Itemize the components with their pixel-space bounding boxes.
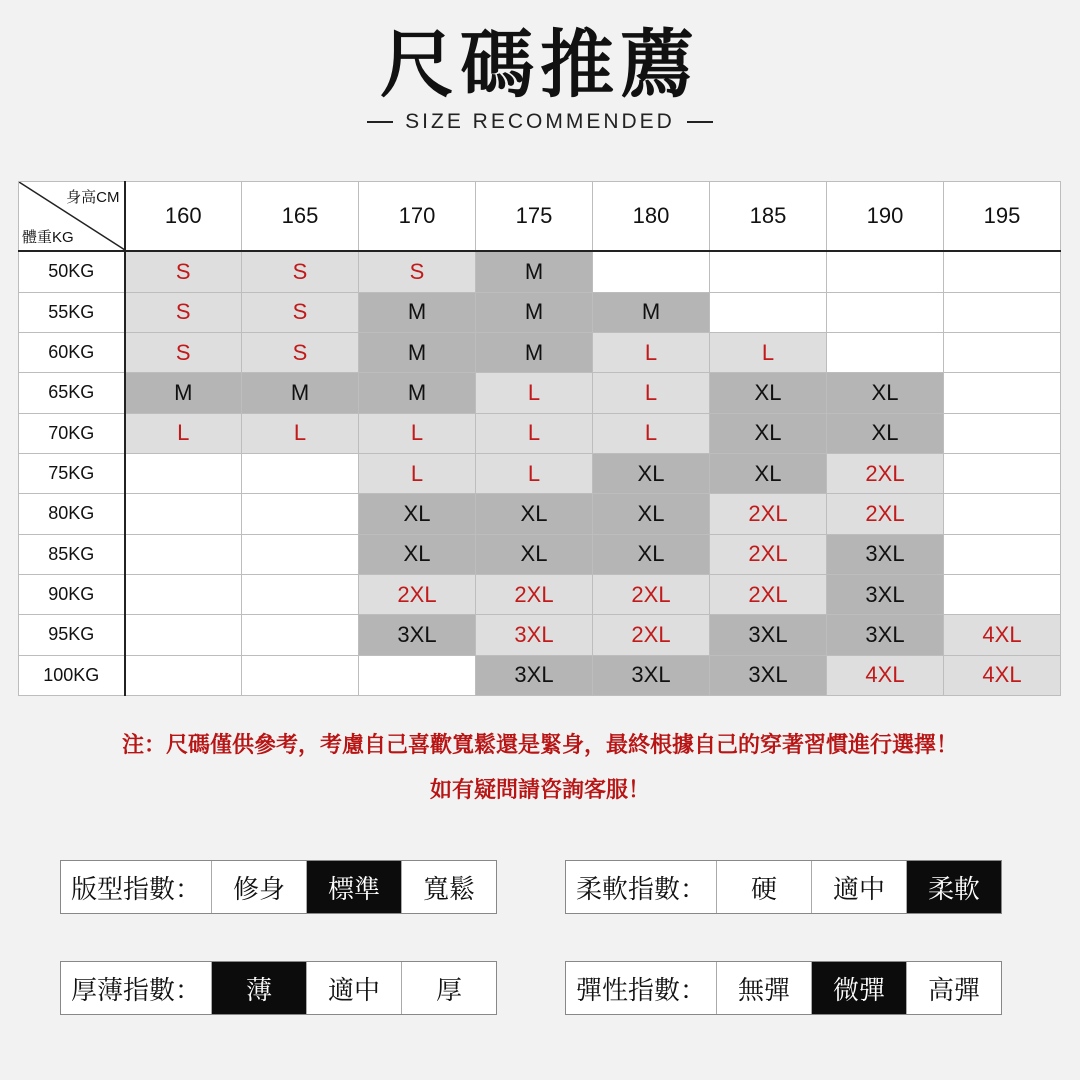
size-cell — [593, 251, 710, 292]
size-cell: L — [359, 413, 476, 453]
softness-index-label: 柔軟指數： — [566, 861, 717, 913]
size-cell: XL — [710, 373, 827, 413]
fit-index-label: 版型指數： — [61, 861, 212, 913]
size-cell: XL — [710, 413, 827, 453]
weight-label: 70KG — [19, 413, 125, 453]
size-cell: 2XL — [710, 494, 827, 534]
size-cell: M — [359, 332, 476, 372]
size-cell — [944, 534, 1061, 574]
elasticity-option: 微彈 — [812, 962, 907, 1014]
table-row — [19, 494, 1061, 534]
fit-index — [60, 860, 497, 914]
size-cell — [242, 574, 359, 614]
size-cell: 3XL — [710, 655, 827, 695]
table-row — [19, 373, 1061, 413]
height-header: 185 — [710, 182, 827, 252]
size-cell — [242, 453, 359, 493]
size-cell: S — [125, 332, 242, 372]
size-cell: M — [476, 332, 593, 372]
elasticity-option: 高彈 — [927, 975, 980, 1006]
size-cell: XL — [827, 413, 944, 453]
size-cell: S — [242, 251, 359, 292]
size-cell: L — [476, 373, 593, 413]
size-cell: XL — [710, 453, 827, 493]
table-row — [19, 534, 1061, 574]
dash-left — [367, 121, 393, 123]
size-cell: S — [125, 251, 242, 292]
table-row — [19, 574, 1061, 614]
table-row — [19, 251, 1061, 292]
weight-axis-label: 體重KG — [22, 229, 74, 246]
size-cell: L — [125, 413, 242, 453]
softness-index — [565, 860, 1002, 914]
size-cell: M — [242, 373, 359, 413]
header-row — [19, 182, 1061, 252]
size-cell — [242, 655, 359, 695]
elasticity-index — [565, 961, 1002, 1015]
size-cell: XL — [593, 494, 710, 534]
size-cell — [944, 292, 1061, 332]
size-cell: 3XL — [359, 615, 476, 655]
size-cell: 2XL — [593, 574, 710, 614]
size-cell: L — [242, 413, 359, 453]
height-header: 170 — [359, 182, 476, 252]
size-cell: XL — [593, 453, 710, 493]
size-cell: 3XL — [593, 655, 710, 695]
size-cell: 3XL — [476, 655, 593, 695]
thickness-index — [60, 961, 497, 1015]
size-cell: 3XL — [827, 534, 944, 574]
thickness-option: 薄 — [212, 962, 307, 1014]
table-row — [19, 292, 1061, 332]
table-corner — [19, 182, 125, 252]
size-cell — [827, 292, 944, 332]
size-cell: M — [476, 251, 593, 292]
size-cell — [710, 251, 827, 292]
height-axis-label: 身高CM — [66, 189, 120, 206]
size-cell — [827, 332, 944, 372]
size-cell: L — [593, 332, 710, 372]
weight-label: 95KG — [19, 615, 125, 655]
thickness-index-label: 厚薄指數： — [61, 962, 212, 1014]
size-cell: L — [476, 453, 593, 493]
size-cell: XL — [359, 494, 476, 534]
size-cell: XL — [476, 534, 593, 574]
size-cell — [359, 655, 476, 695]
size-cell — [242, 615, 359, 655]
size-cell — [827, 251, 944, 292]
weight-label: 50KG — [19, 251, 125, 292]
size-cell — [944, 494, 1061, 534]
fit-option: 寬鬆 — [422, 874, 475, 905]
size-cell: XL — [593, 534, 710, 574]
size-cell: M — [359, 373, 476, 413]
weight-label: 90KG — [19, 574, 125, 614]
elasticity-option: 無彈 — [717, 962, 812, 1014]
fit-option: 標準 — [307, 861, 402, 913]
table-row — [19, 332, 1061, 372]
size-cell — [242, 494, 359, 534]
size-cell: 3XL — [710, 615, 827, 655]
page-subtitle — [0, 110, 1080, 134]
size-cell: 4XL — [827, 655, 944, 695]
note-line-2: 如有疑問請咨詢客服！ — [429, 778, 650, 803]
table-row — [19, 655, 1061, 695]
size-cell: 2XL — [359, 574, 476, 614]
size-cell: 3XL — [827, 615, 944, 655]
weight-label: 80KG — [19, 494, 125, 534]
softness-option: 柔軟 — [907, 861, 1001, 913]
size-cell: S — [359, 251, 476, 292]
thickness-option: 適中 — [307, 962, 402, 1014]
page-title: 尺碼推薦 — [380, 22, 700, 108]
size-cell — [944, 251, 1061, 292]
softness-option: 適中 — [812, 861, 907, 913]
size-cell — [242, 534, 359, 574]
weight-label: 60KG — [19, 332, 125, 372]
thickness-option: 厚 — [435, 975, 462, 1006]
size-cell: L — [593, 413, 710, 453]
size-cell — [125, 615, 242, 655]
dash-right — [687, 121, 713, 123]
size-cell — [944, 332, 1061, 372]
size-cell: XL — [359, 534, 476, 574]
size-cell — [944, 413, 1061, 453]
size-cell: L — [476, 413, 593, 453]
size-cell: L — [593, 373, 710, 413]
size-cell — [944, 453, 1061, 493]
note-line-1: 注：尺碼僅供參考，考慮自己喜歡寬鬆還是緊身，最終根據自己的穿著習慣進行選擇！ — [121, 733, 958, 758]
size-cell: M — [125, 373, 242, 413]
height-header: 160 — [125, 182, 242, 252]
size-table — [18, 181, 1061, 696]
weight-label: 55KG — [19, 292, 125, 332]
size-cell: 3XL — [827, 574, 944, 614]
size-cell: XL — [476, 494, 593, 534]
size-cell: 4XL — [944, 615, 1061, 655]
weight-label: 75KG — [19, 453, 125, 493]
table-row — [19, 413, 1061, 453]
size-cell: XL — [827, 373, 944, 413]
size-cell: M — [359, 292, 476, 332]
height-header: 165 — [242, 182, 359, 252]
size-cell: 4XL — [944, 655, 1061, 695]
fit-option: 修身 — [212, 861, 307, 913]
table-row — [19, 453, 1061, 493]
size-cell: 2XL — [476, 574, 593, 614]
size-cell: S — [242, 332, 359, 372]
size-cell: M — [593, 292, 710, 332]
size-cell: L — [359, 453, 476, 493]
size-cell — [944, 373, 1061, 413]
size-cell: M — [476, 292, 593, 332]
softness-option: 硬 — [717, 861, 812, 913]
size-cell — [125, 534, 242, 574]
size-cell: 2XL — [827, 453, 944, 493]
size-cell — [710, 292, 827, 332]
elasticity-index-label: 彈性指數： — [566, 962, 717, 1014]
table-row — [19, 615, 1061, 655]
size-cell: 2XL — [593, 615, 710, 655]
size-cell — [125, 453, 242, 493]
size-cell — [944, 574, 1061, 614]
size-cell: L — [710, 332, 827, 372]
height-header: 175 — [476, 182, 593, 252]
height-header: 190 — [827, 182, 944, 252]
weight-label: 85KG — [19, 534, 125, 574]
weight-label: 100KG — [19, 655, 125, 695]
size-cell: 2XL — [710, 574, 827, 614]
weight-label: 65KG — [19, 373, 125, 413]
size-cell: 2XL — [710, 534, 827, 574]
size-cell: S — [125, 292, 242, 332]
size-cell: 2XL — [827, 494, 944, 534]
size-cell: 3XL — [476, 615, 593, 655]
subtitle-text: SIZE RECOMMENDED — [405, 110, 675, 133]
size-cell: S — [242, 292, 359, 332]
size-cell — [125, 655, 242, 695]
height-header: 180 — [593, 182, 710, 252]
size-cell — [125, 574, 242, 614]
size-cell — [125, 494, 242, 534]
height-header: 195 — [944, 182, 1061, 252]
